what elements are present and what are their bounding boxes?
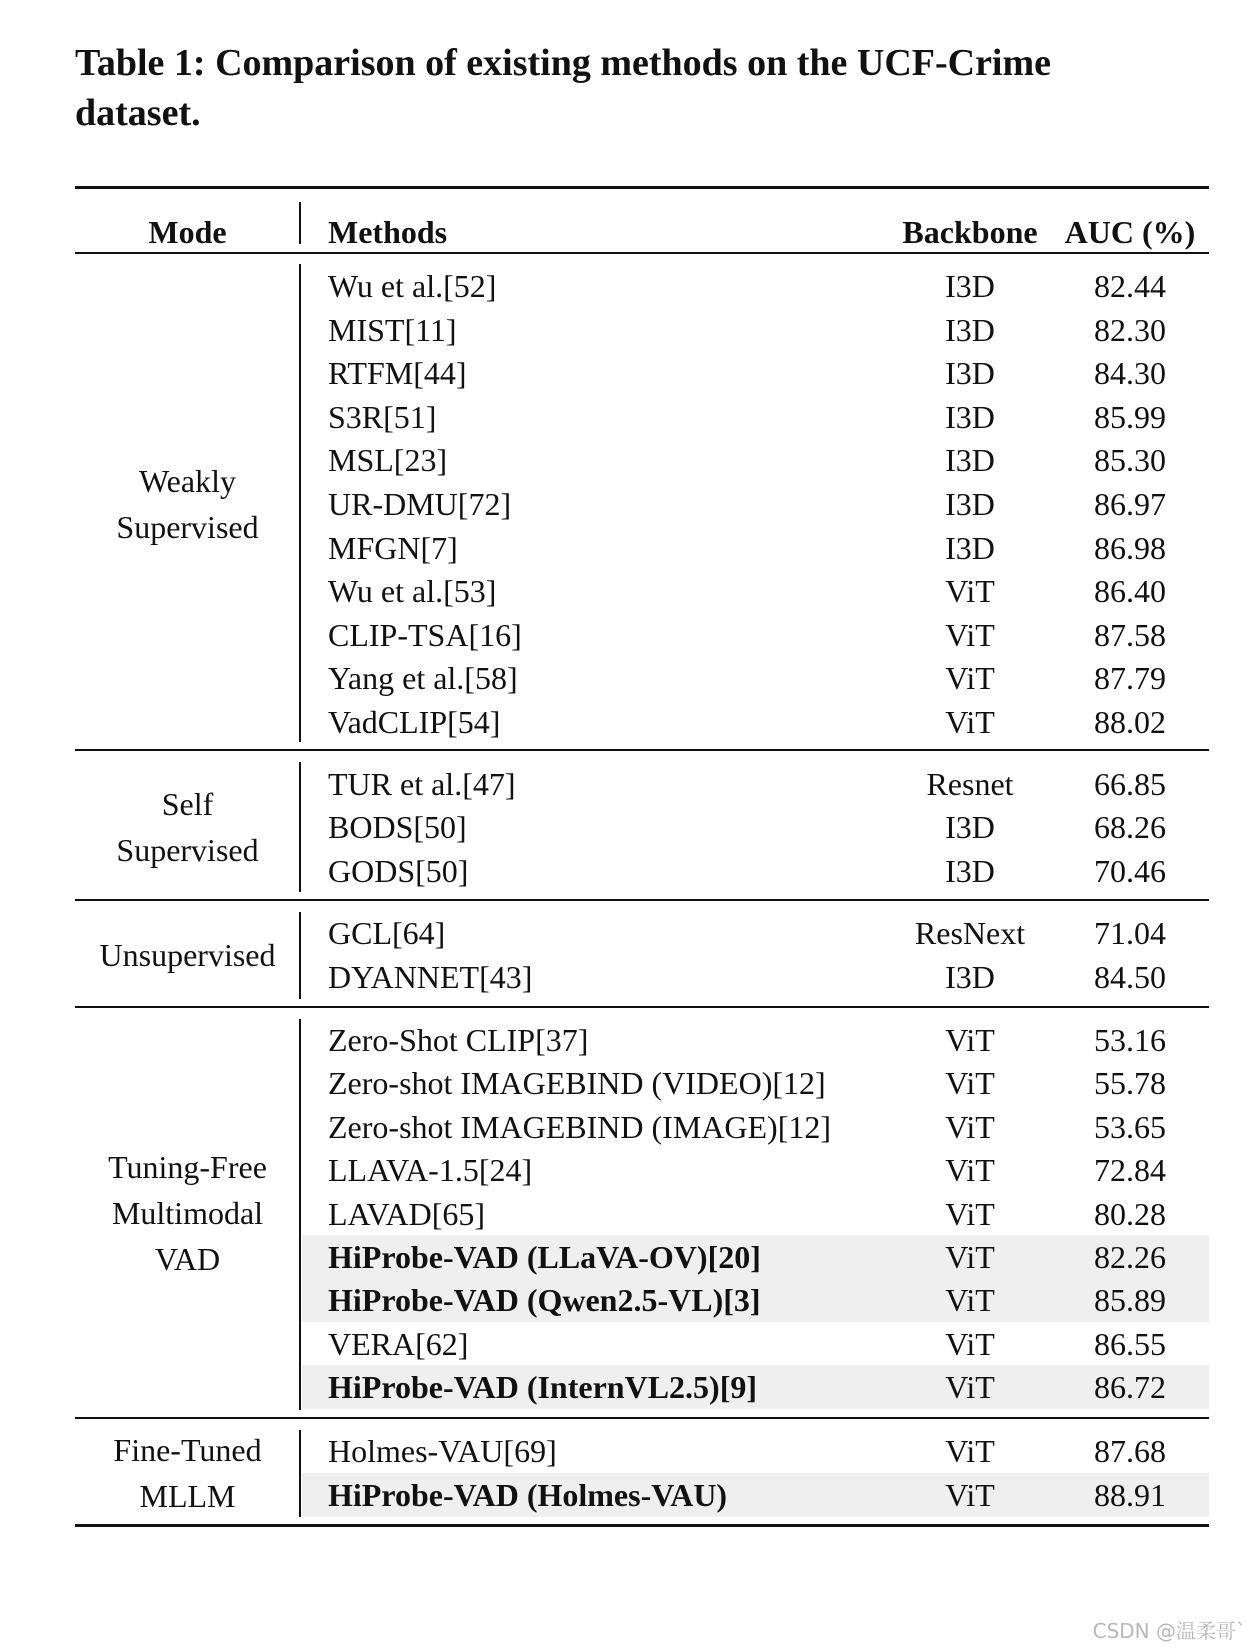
table-row: [0, 849, 1256, 893]
table-row: [0, 911, 1256, 955]
table-caption: [75, 38, 1205, 138]
auc-cell: 87.58: [1094, 616, 1166, 653]
backbone-cell: ViT: [945, 1282, 995, 1319]
method-cell: MSL[23]: [328, 442, 448, 479]
group-separator-rule: [75, 1417, 1209, 1419]
mode-label-line: Supervised: [116, 508, 259, 545]
table-row: [0, 569, 1256, 613]
backbone-cell: ViT: [945, 1433, 995, 1469]
table-row: [0, 1322, 1256, 1366]
auc-cell: 71.04: [1094, 915, 1166, 951]
auc-cell: 82.30: [1094, 311, 1166, 348]
table-row: [0, 1105, 1256, 1149]
mode-label-line: Unsupervised: [99, 936, 276, 973]
auc-cell: 84.30: [1094, 355, 1166, 392]
table-row: [0, 1061, 1256, 1105]
auc-cell: 55.78: [1094, 1065, 1166, 1102]
auc-cell: 88.91: [1094, 1476, 1166, 1513]
caption-line-2: dataset.: [75, 92, 201, 134]
method-cell: Holmes-VAU[69]: [328, 1433, 557, 1469]
auc-cell: 86.55: [1094, 1325, 1166, 1362]
backbone-cell: ViT: [945, 1325, 995, 1362]
header-methods: Methods: [328, 214, 448, 250]
method-cell: S3R[51]: [328, 398, 437, 435]
backbone-cell: I3D: [945, 958, 995, 995]
method-cell: Zero-shot IMAGEBIND (IMAGE)[12]: [328, 1108, 831, 1145]
method-cell: MFGN[7]: [328, 529, 458, 566]
group-separator-rule: [75, 749, 1209, 751]
method-cell: GCL[64]: [328, 915, 446, 951]
backbone-cell: ViT: [945, 573, 995, 610]
auc-cell: 82.26: [1094, 1239, 1166, 1275]
table-row: [0, 438, 1256, 482]
auc-cell: 85.30: [1094, 442, 1166, 479]
backbone-cell: I3D: [945, 311, 995, 348]
backbone-cell: ViT: [945, 1022, 995, 1058]
method-cell: DYANNET[43]: [328, 958, 533, 995]
mode-label-line: Self: [161, 785, 214, 822]
auc-cell: 53.16: [1094, 1022, 1166, 1058]
backbone-cell: ViT: [945, 1195, 995, 1232]
table-row: [0, 1235, 1256, 1279]
mode-label-line: Tuning-Free: [108, 1149, 267, 1186]
header-mode: Mode: [148, 214, 227, 250]
mode-label-line: Fine-Tuned: [113, 1431, 262, 1468]
auc-cell: 68.26: [1094, 809, 1166, 846]
backbone-cell: ViT: [945, 1152, 995, 1189]
method-cell: Zero-Shot CLIP[37]: [328, 1022, 589, 1058]
auc-cell: 84.50: [1094, 958, 1166, 995]
group-separator-rule: [75, 1006, 1209, 1008]
method-cell: BODS[50]: [328, 809, 467, 846]
header-rule: [75, 252, 1209, 254]
method-cell: HiProbe-VAD (LLaVA-OV)[20]: [328, 1239, 761, 1275]
backbone-cell: ViT: [945, 1476, 995, 1513]
table-row: [0, 1192, 1256, 1236]
backbone-cell: ResNext: [914, 915, 1026, 951]
method-cell: TUR et al.[47]: [328, 766, 516, 802]
method-cell: HiProbe-VAD (InternVL2.5)[9]: [328, 1369, 757, 1406]
method-cell: CLIP-TSA[16]: [328, 616, 522, 653]
method-cell: Wu et al.[52]: [328, 268, 497, 304]
table-row: [0, 656, 1256, 700]
auc-cell: 88.02: [1094, 704, 1166, 740]
auc-cell: 72.84: [1094, 1152, 1166, 1189]
table-row: [0, 1365, 1256, 1409]
auc-cell: 66.85: [1094, 766, 1166, 802]
method-cell: Zero-shot IMAGEBIND (VIDEO)[12]: [328, 1065, 826, 1102]
table-row: [0, 700, 1256, 744]
backbone-cell: I3D: [945, 852, 995, 889]
method-cell: HiProbe-VAD (Holmes-VAU): [328, 1476, 728, 1513]
table-row: [0, 1018, 1256, 1062]
method-cell: GODS[50]: [328, 852, 469, 889]
auc-cell: 86.40: [1094, 573, 1166, 610]
table-row: [0, 1429, 1256, 1473]
method-cell: HiProbe-VAD (Qwen2.5-VL)[3]: [328, 1282, 761, 1319]
table-row: [0, 955, 1256, 999]
backbone-cell: I3D: [945, 486, 995, 522]
method-cell: RTFM[44]: [328, 355, 467, 392]
table-row: [0, 264, 1256, 308]
auc-cell: 85.89: [1094, 1282, 1166, 1319]
backbone-cell: ViT: [945, 1065, 995, 1102]
auc-cell: 82.44: [1094, 268, 1166, 304]
caption-line-1: Table 1: Comparison of existing methods on the UCF-Crime: [75, 42, 1052, 84]
table-row: [0, 1473, 1256, 1517]
header-backbone: Backbone: [902, 214, 1038, 250]
auc-cell: 53.65: [1094, 1108, 1166, 1145]
header-auc: AUC (%): [1064, 214, 1196, 250]
auc-cell: 87.68: [1094, 1433, 1166, 1469]
backbone-cell: ViT: [945, 1369, 995, 1406]
table-row: [0, 1278, 1256, 1322]
table-row: [0, 482, 1256, 526]
backbone-cell: ViT: [945, 616, 995, 653]
mode-label-line: VAD: [154, 1241, 221, 1278]
auc-cell: 86.72: [1094, 1369, 1166, 1406]
auc-cell: 80.28: [1094, 1195, 1166, 1232]
mode-label-line: Supervised: [116, 831, 259, 868]
mode-label-line: MLLM: [139, 1477, 236, 1514]
top-rule: [75, 186, 1209, 189]
auc-cell: 70.46: [1094, 852, 1166, 889]
method-cell: VERA[62]: [328, 1325, 469, 1362]
table-row: [0, 762, 1256, 806]
backbone-cell: I3D: [945, 268, 995, 304]
bottom-rule: [75, 1524, 1209, 1527]
table-row: [0, 526, 1256, 570]
auc-cell: 87.79: [1094, 660, 1166, 697]
mode-label-line: Weakly: [139, 462, 236, 499]
method-cell: LLAVA-1.5[24]: [328, 1152, 533, 1189]
table-row: [0, 1148, 1256, 1192]
backbone-cell: I3D: [945, 529, 995, 566]
table-row: [0, 805, 1256, 849]
table-row: [0, 351, 1256, 395]
auc-cell: 86.97: [1094, 486, 1166, 522]
backbone-cell: I3D: [945, 355, 995, 392]
method-cell: Wu et al.[53]: [328, 573, 497, 610]
auc-cell: 86.98: [1094, 529, 1166, 566]
backbone-cell: I3D: [945, 398, 995, 435]
backbone-cell: I3D: [945, 809, 995, 846]
backbone-cell: ViT: [945, 704, 995, 740]
watermark: CSDN @温柔哥`: [1092, 1619, 1246, 1643]
method-cell: LAVAD[65]: [328, 1195, 486, 1232]
method-cell: MIST[11]: [328, 311, 457, 348]
table-row: [0, 613, 1256, 657]
backbone-cell: ViT: [945, 1108, 995, 1145]
backbone-cell: ViT: [945, 1239, 995, 1275]
mode-label-line: Multimodal: [111, 1195, 264, 1232]
backbone-cell: Resnet: [926, 766, 1014, 802]
method-cell: UR-DMU[72]: [328, 486, 512, 522]
table-row: [0, 308, 1256, 352]
method-cell: VadCLIP[54]: [328, 704, 501, 740]
auc-cell: 85.99: [1094, 398, 1166, 435]
method-cell: Yang et al.[58]: [328, 660, 518, 697]
backbone-cell: I3D: [945, 442, 995, 479]
backbone-cell: ViT: [945, 660, 995, 697]
group-separator-rule: [75, 899, 1209, 901]
table-row: [0, 395, 1256, 439]
